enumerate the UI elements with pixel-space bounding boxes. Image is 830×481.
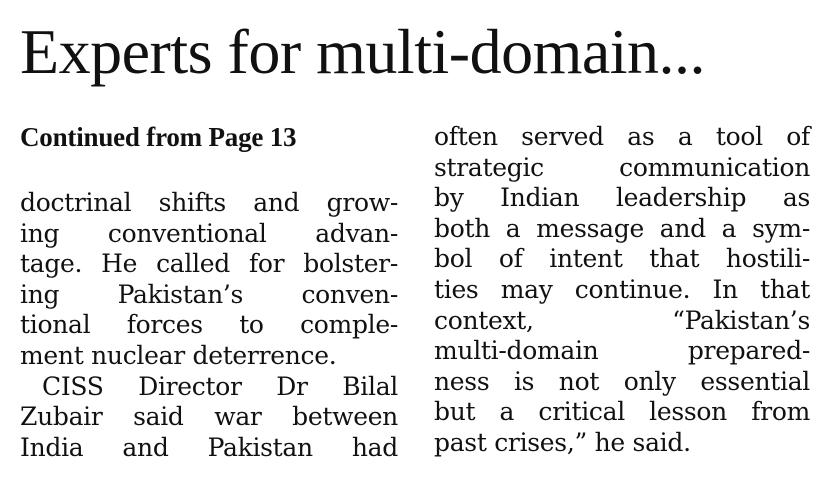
body-line: doctrinal shifts and grow- <box>20 188 398 217</box>
body-line: bol of intent that hostili- <box>434 244 810 274</box>
headline: Experts for multi-domain... <box>20 16 706 87</box>
body-line: strategic communication <box>434 152 810 182</box>
article-column-left <box>20 122 398 463</box>
body-line: Zubair said war between <box>20 402 398 432</box>
body-line: context, “Pakistan’s <box>434 305 810 335</box>
body-line: India and Pakistan had <box>20 432 398 462</box>
body-line: but a critical lesson from <box>434 397 810 427</box>
article-column-right <box>434 122 810 459</box>
continued-from-label: Continued from Page 13 <box>20 122 297 152</box>
body-line: multi-domain prepared- <box>434 336 810 366</box>
body-line: ness is not only essential <box>434 366 810 396</box>
body-line: by Indian leadership as <box>434 183 810 213</box>
body-line: tional forces to comple- <box>20 310 398 340</box>
body-line: ing conventional advan- <box>20 218 398 248</box>
body-line: ing Pakistan’s conven- <box>20 279 398 309</box>
body-line: tage. He called for bolster- <box>20 249 398 279</box>
body-line: ties may continue. In that <box>434 274 810 304</box>
body-line: ment nuclear deterrence. <box>20 340 337 370</box>
body-line: both a message and a sym- <box>434 213 810 243</box>
body-line: often served as a tool of <box>434 122 810 151</box>
body-line: past crises,” he said. <box>434 427 691 457</box>
body-line: CISS Director Dr Bilal <box>42 371 398 401</box>
